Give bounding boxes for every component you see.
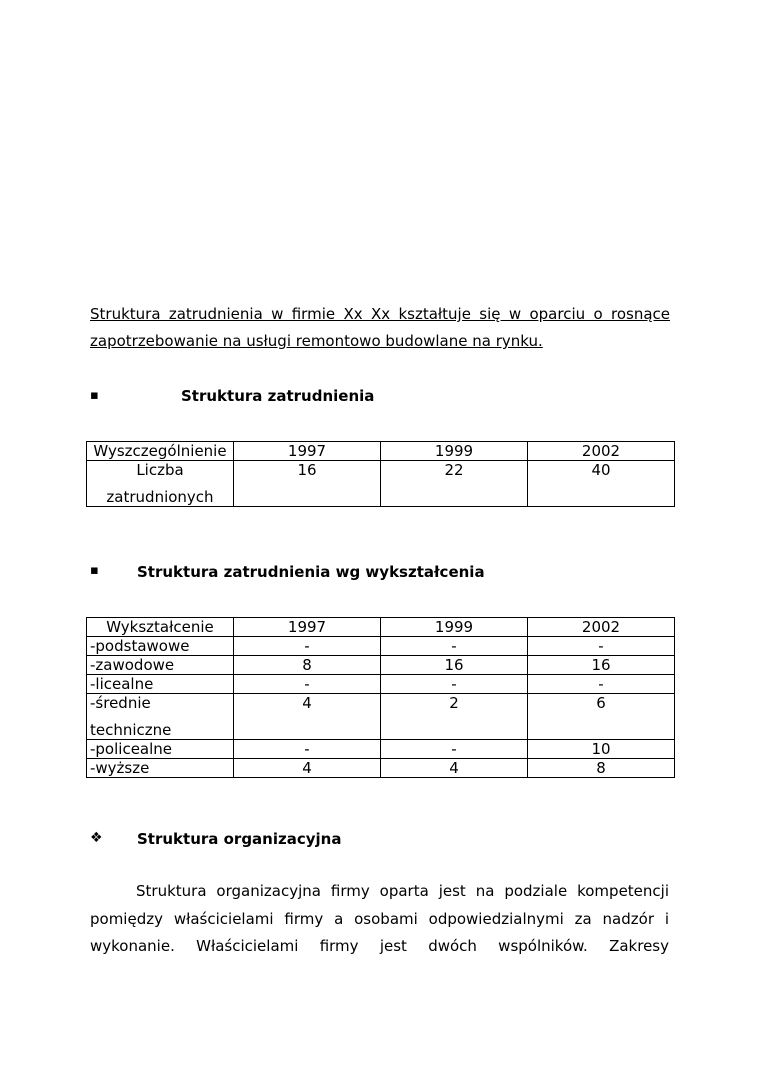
table-cell: - xyxy=(234,740,381,759)
table-cell: 16 xyxy=(381,656,528,675)
header-cell: 1999 xyxy=(381,618,528,637)
intro-line-1: Struktura zatrudnienia w firmie Xx Xx kształtuje się w oparciu o rosnące xyxy=(90,305,670,323)
table-row xyxy=(87,656,675,675)
paragraph-line-3: wykonanie. Właścicielami firmy jest dwóch wspólników. Zakresy xyxy=(90,937,669,955)
row-label: -podstawowe xyxy=(87,637,234,656)
intro-line-2: zapotrzebowanie na usługi remontowo budowlane na rynku. xyxy=(90,332,543,350)
table-row xyxy=(87,759,675,778)
table-header-row xyxy=(87,618,675,637)
header-cell: 2002 xyxy=(528,618,675,637)
table-cell: 16 xyxy=(234,461,381,507)
table-cell: - xyxy=(381,637,528,656)
table-cell: 4 xyxy=(381,759,528,778)
row-label: -wyższe xyxy=(87,759,234,778)
row-label-line-1: Liczba xyxy=(136,461,184,479)
table-cell: 4 xyxy=(234,694,381,740)
header-cell: Wykształcenie xyxy=(87,618,234,637)
diamond-bullet-icon: ❖ xyxy=(90,830,103,846)
table-cell: - xyxy=(381,675,528,694)
table-header-row xyxy=(87,442,675,461)
row-label: -licealne xyxy=(87,675,234,694)
header-cell: 1997 xyxy=(234,618,381,637)
table-cell: 40 xyxy=(528,461,675,507)
row-label: -zawodowe xyxy=(87,656,234,675)
paragraph-line-2: pomiędzy właścicielami firmy a osobami odpowiedzialnymi za nadzór i xyxy=(90,909,669,928)
table-cell: 22 xyxy=(381,461,528,507)
table-row xyxy=(87,461,675,507)
heading-struktura-organizacyjna: Struktura organizacyjna xyxy=(137,830,342,848)
row-label xyxy=(87,694,234,740)
table-row xyxy=(87,694,675,740)
table-row xyxy=(87,675,675,694)
row-label xyxy=(87,461,234,507)
table-cell: - xyxy=(528,675,675,694)
table-row xyxy=(87,740,675,759)
table-cell: - xyxy=(381,740,528,759)
square-bullet-icon: ▪ xyxy=(90,388,99,403)
employment-table xyxy=(86,441,675,507)
table-row xyxy=(87,637,675,656)
header-cell: Wyszczególnienie xyxy=(87,442,234,461)
table-cell: 2 xyxy=(381,694,528,740)
table-cell: 8 xyxy=(528,759,675,778)
intro-paragraph xyxy=(90,301,670,355)
heading-wyksztalcenie: Struktura zatrudnienia wg wykształcenia xyxy=(137,563,485,581)
header-cell: 2002 xyxy=(528,442,675,461)
row-label-line-2: zatrudnionych xyxy=(106,488,214,506)
row-label-line-1: -średnie xyxy=(90,694,151,712)
table-cell: 4 xyxy=(234,759,381,778)
heading-struktura-zatrudnienia: Struktura zatrudnienia xyxy=(181,387,375,405)
table-cell: - xyxy=(234,637,381,656)
header-cell: 1997 xyxy=(234,442,381,461)
organization-paragraph xyxy=(90,878,669,961)
table-cell: 6 xyxy=(528,694,675,740)
table-cell: - xyxy=(528,637,675,656)
paragraph-line-1: Struktura organizacyjna firmy oparta jest na podziale kompetencji xyxy=(136,882,669,900)
square-bullet-icon: ▪ xyxy=(90,563,99,578)
row-label: -policealne xyxy=(87,740,234,759)
table-cell: - xyxy=(234,675,381,694)
table-cell: 10 xyxy=(528,740,675,759)
table-cell: 16 xyxy=(528,656,675,675)
header-cell: 1999 xyxy=(381,442,528,461)
table-cell: 8 xyxy=(234,656,381,675)
row-label-line-2: techniczne xyxy=(90,721,172,739)
education-table xyxy=(86,617,675,778)
